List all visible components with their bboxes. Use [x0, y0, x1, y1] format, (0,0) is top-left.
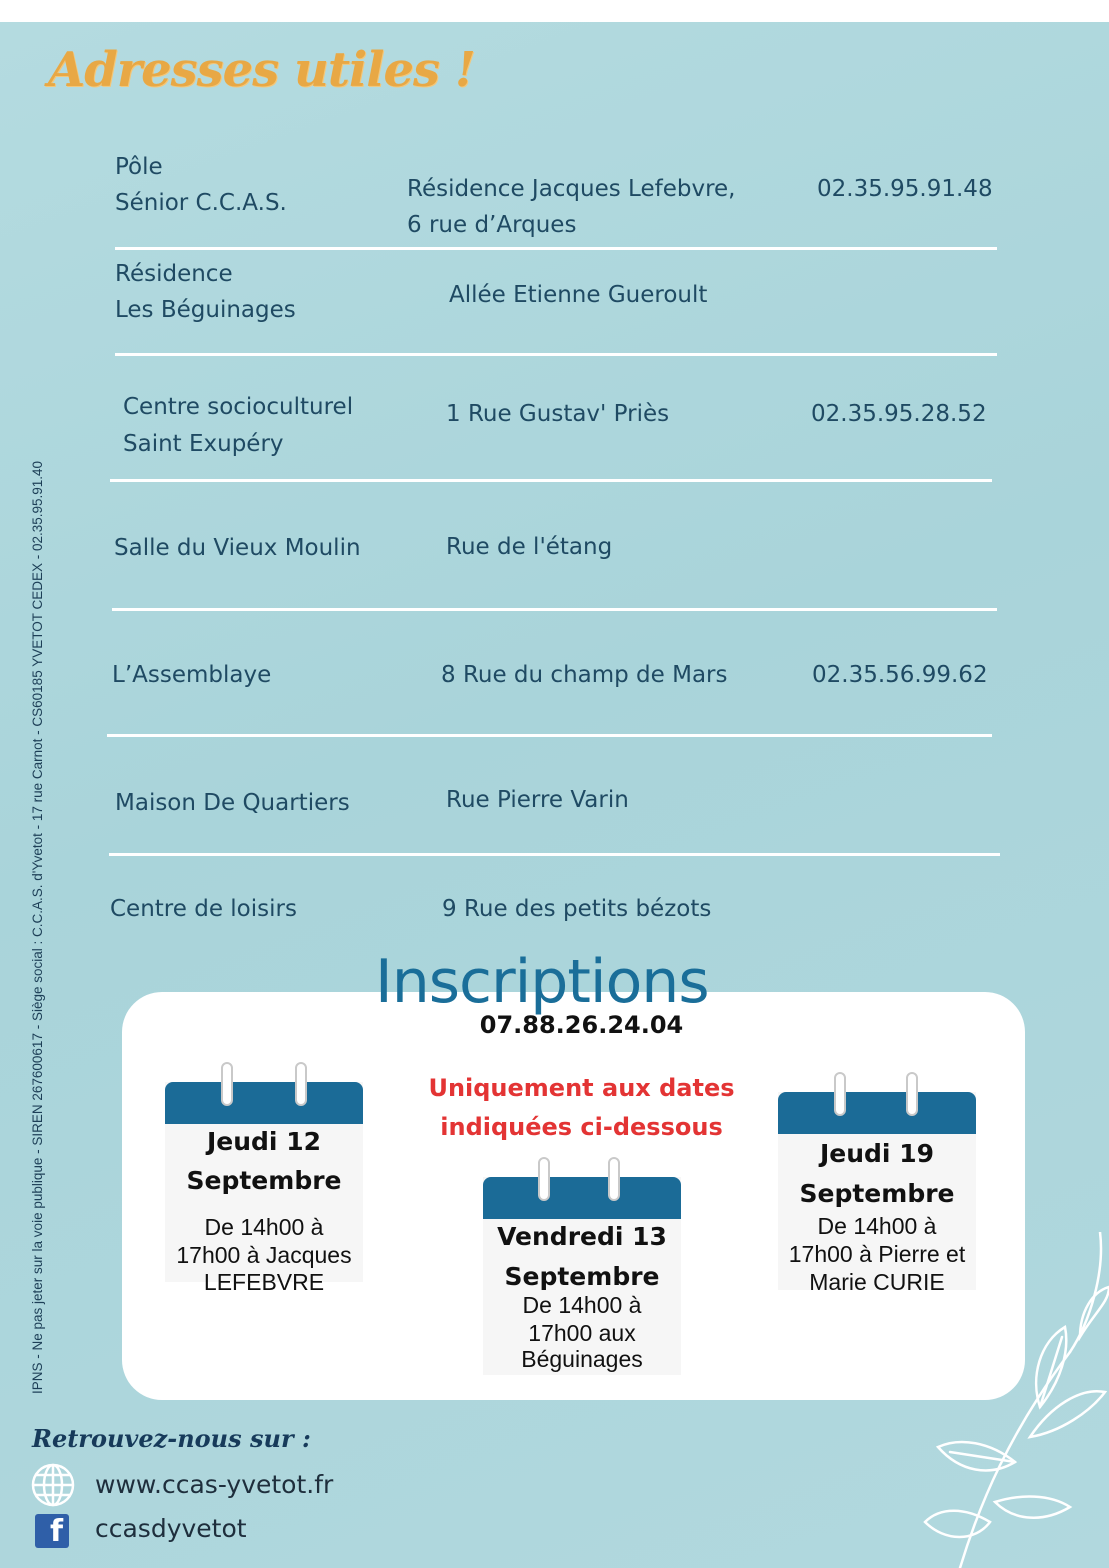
- calendar-card-2: [483, 1177, 681, 1375]
- address-name: Sénior C.C.A.S.: [115, 190, 287, 216]
- notice-line-2: indiquées ci-dessous: [440, 1113, 723, 1141]
- calendar-day: Vendredi 13: [497, 1222, 667, 1251]
- website-link[interactable]: www.ccas-yvetot.fr: [95, 1470, 334, 1499]
- address-street: 8 Rue du champ de Mars: [441, 662, 728, 688]
- calendar-ring: [538, 1157, 550, 1201]
- address-name: Résidence: [115, 261, 233, 287]
- calendar-icon: [165, 1082, 363, 1124]
- inscriptions-title: Inscriptions: [375, 947, 709, 1017]
- calendar-detail: 17h00 à Jacques: [176, 1242, 352, 1268]
- address-name: L’Assemblaye: [112, 662, 272, 688]
- calendar-detail: 17h00 aux: [528, 1320, 636, 1346]
- address-name: Saint Exupéry: [123, 431, 284, 457]
- facebook-link[interactable]: ccasdyvetot: [95, 1514, 247, 1543]
- address-street: Résidence Jacques Lefebvre,: [407, 176, 736, 202]
- calendar-ring: [834, 1072, 846, 1116]
- address-phone: 02.35.56.99.62: [812, 662, 988, 688]
- calendar-day: Jeudi 12: [206, 1127, 321, 1156]
- calendar-detail: 17h00 à Pierre et: [788, 1241, 966, 1267]
- page-heading: Adresses utiles !: [48, 42, 475, 98]
- address-name: Centre de loisirs: [110, 896, 297, 922]
- calendar-ring: [221, 1062, 233, 1106]
- inscriptions-phone: 07.88.26.24.04: [479, 1011, 684, 1039]
- legal-side-text: IPNS - Ne pas jeter sur la voie publique - SIREN 267600617 - Siège social : C.C.A.S. d'Yvetot - 17 rue Carnot - CS60185 YVETOT CEDEX - 02.35.95.91.40: [30, 460, 45, 1394]
- calendar-detail: De 14h00 à: [817, 1213, 937, 1239]
- calendar-detail: LEFEBVRE: [203, 1269, 325, 1295]
- address-street: Rue Pierre Varin: [446, 787, 629, 813]
- row-divider: [110, 479, 992, 482]
- address-name: Salle du Vieux Moulin: [114, 535, 361, 561]
- address-name: Les Béguinages: [115, 297, 296, 323]
- address-street: 6 rue d’Arques: [407, 212, 577, 238]
- calendar-ring: [608, 1157, 620, 1201]
- row-divider: [115, 353, 997, 356]
- row-divider: [109, 853, 1000, 856]
- leaf-branch-icon: [920, 1232, 1109, 1568]
- notice-line-1: Uniquement aux dates: [428, 1074, 735, 1102]
- address-name: Pôle: [115, 154, 163, 180]
- address-street: 1 Rue Gustav' Priès: [446, 401, 670, 427]
- address-name: Centre socioculturel: [123, 394, 354, 420]
- facebook-icon: f: [35, 1514, 69, 1548]
- row-divider: [112, 608, 997, 611]
- address-name: Maison De Quartiers: [115, 790, 350, 816]
- globe-icon: [30, 1462, 76, 1508]
- calendar-detail: De 14h00 à: [204, 1214, 324, 1240]
- row-divider: [115, 247, 997, 250]
- calendar-day: Jeudi 19: [819, 1139, 934, 1168]
- calendar-ring: [906, 1072, 918, 1116]
- calendar-ring: [295, 1062, 307, 1106]
- calendar-detail: Béguinages: [521, 1346, 643, 1372]
- address-street: 9 Rue des petits bézots: [442, 896, 712, 922]
- calendar-card-1: [165, 1082, 363, 1295]
- row-divider: [107, 734, 992, 737]
- follow-us-label: Retrouvez-nous sur :: [32, 1424, 311, 1453]
- calendar-month: Septembre: [186, 1166, 342, 1195]
- calendar-month: Septembre: [799, 1179, 955, 1208]
- address-street: Allée Etienne Gueroult: [449, 282, 708, 308]
- address-phone: 02.35.95.28.52: [811, 401, 987, 427]
- calendar-month: Septembre: [504, 1262, 660, 1291]
- address-street: Rue de l'étang: [446, 534, 613, 560]
- flyer-page: [0, 22, 1109, 1568]
- address-phone: 02.35.95.91.48: [817, 176, 993, 202]
- calendar-icon: [778, 1092, 976, 1134]
- calendar-detail: Marie CURIE: [809, 1269, 945, 1295]
- calendar-icon: [483, 1177, 681, 1219]
- calendar-detail: De 14h00 à: [522, 1292, 642, 1318]
